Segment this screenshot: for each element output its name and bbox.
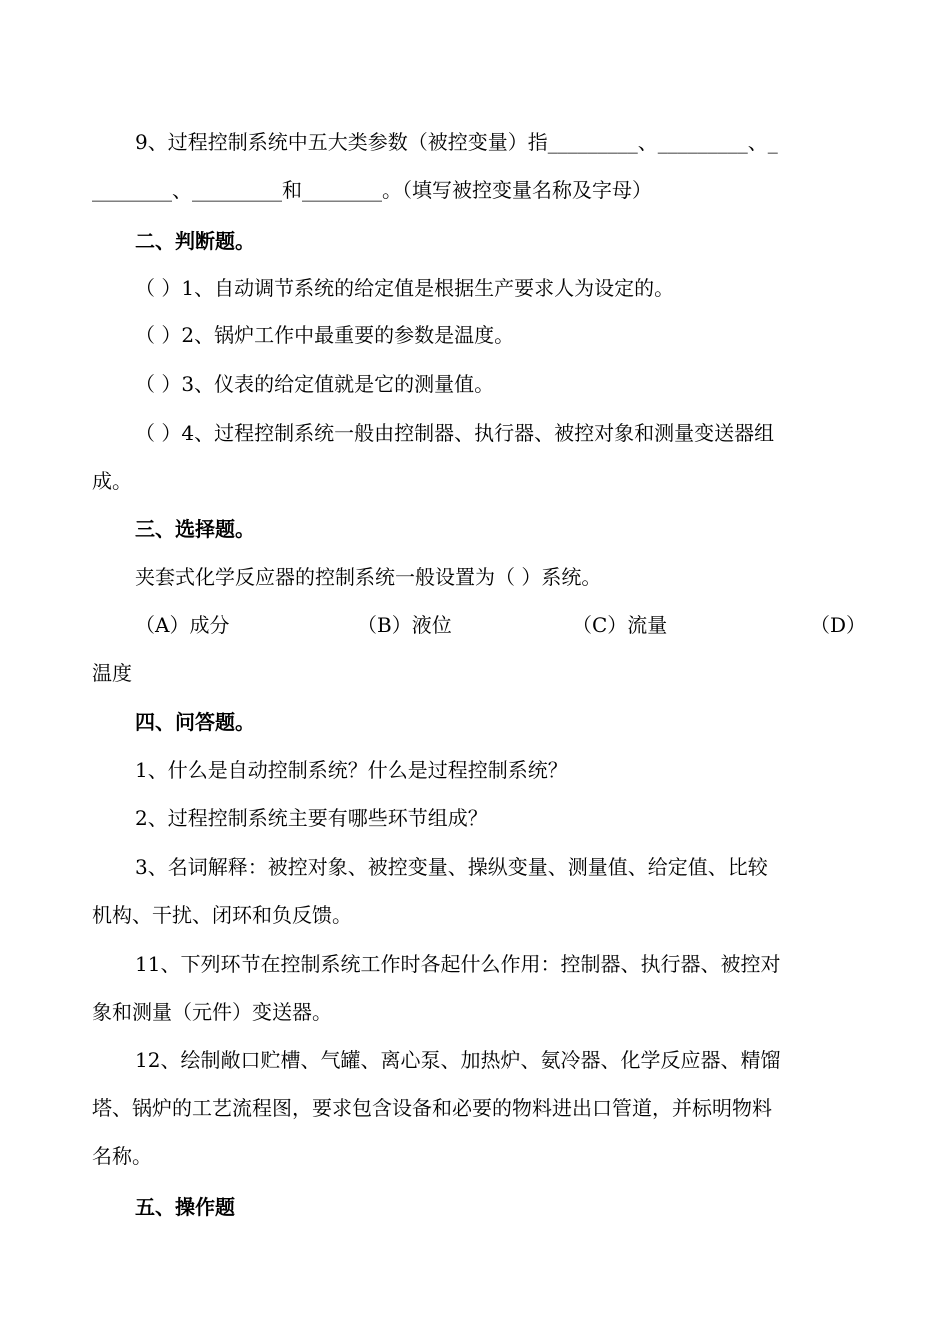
qa-question-12-line-1: 12、绘制敞口贮槽、气罐、离心泵、加热炉、氨冷器、化学反应器、精馏 xyxy=(135,1048,781,1072)
judge-item-4-line-1: （ ）4、过程控制系统一般由控制器、执行器、被控对象和测量变送器组 xyxy=(135,421,775,445)
section-3-title: 三、选择题。 xyxy=(135,517,255,541)
qa-question-3-line-2: 机构、干扰、闭环和负反馈。 xyxy=(92,903,352,927)
choice-option-b: （B）液位 xyxy=(357,613,452,637)
section-5-title: 五、操作题 xyxy=(135,1195,235,1219)
qa-question-12-line-2: 塔、锅炉的工艺流程图，要求包含设备和必要的物料进出口管道，并标明物料 xyxy=(92,1096,772,1120)
choice-option-d: （D） xyxy=(810,613,867,637)
qa-question-1: 1、什么是自动控制系统？什么是过程控制系统？ xyxy=(135,758,568,782)
q9-line-1: 9、过程控制系统中五大类参数（被控变量）指_________、_________、_ xyxy=(135,130,778,154)
qa-question-3-line-1: 3、名词解释：被控对象、被控变量、操纵变量、测量值、给定值、比较 xyxy=(135,855,768,879)
section-4-title: 四、问答题。 xyxy=(135,710,255,734)
qa-question-2: 2、过程控制系统主要有哪些环节组成？ xyxy=(135,806,488,830)
judge-item-4-line-2: 成。 xyxy=(92,469,132,493)
section-2-title: 二、判断题。 xyxy=(135,229,255,253)
choice-question: 夹套式化学反应器的控制系统一般设置为（ ）系统。 xyxy=(135,565,602,589)
qa-question-11-line-1: 11、下列环节在控制系统工作时各起什么作用：控制器、执行器、被控对 xyxy=(135,952,781,976)
judge-item-3: （ ）3、仪表的给定值就是它的测量值。 xyxy=(135,372,495,396)
choice-option-a: （A）成分 xyxy=(135,613,230,637)
qa-question-12-line-3: 名称。 xyxy=(92,1144,152,1168)
q9-line-2: ________、_________和________。（填写被控变量名称及字母） xyxy=(92,178,652,202)
judge-item-1: （ ）1、自动调节系统的给定值是根据生产要求人为设定的。 xyxy=(135,276,675,300)
choice-option-d-text: 温度 xyxy=(92,661,132,685)
judge-item-2: （ ）2、锅炉工作中最重要的参数是温度。 xyxy=(135,323,515,347)
choice-option-c: （C）流量 xyxy=(572,613,668,637)
qa-question-11-line-2: 象和测量（元件）变送器。 xyxy=(92,1000,332,1024)
